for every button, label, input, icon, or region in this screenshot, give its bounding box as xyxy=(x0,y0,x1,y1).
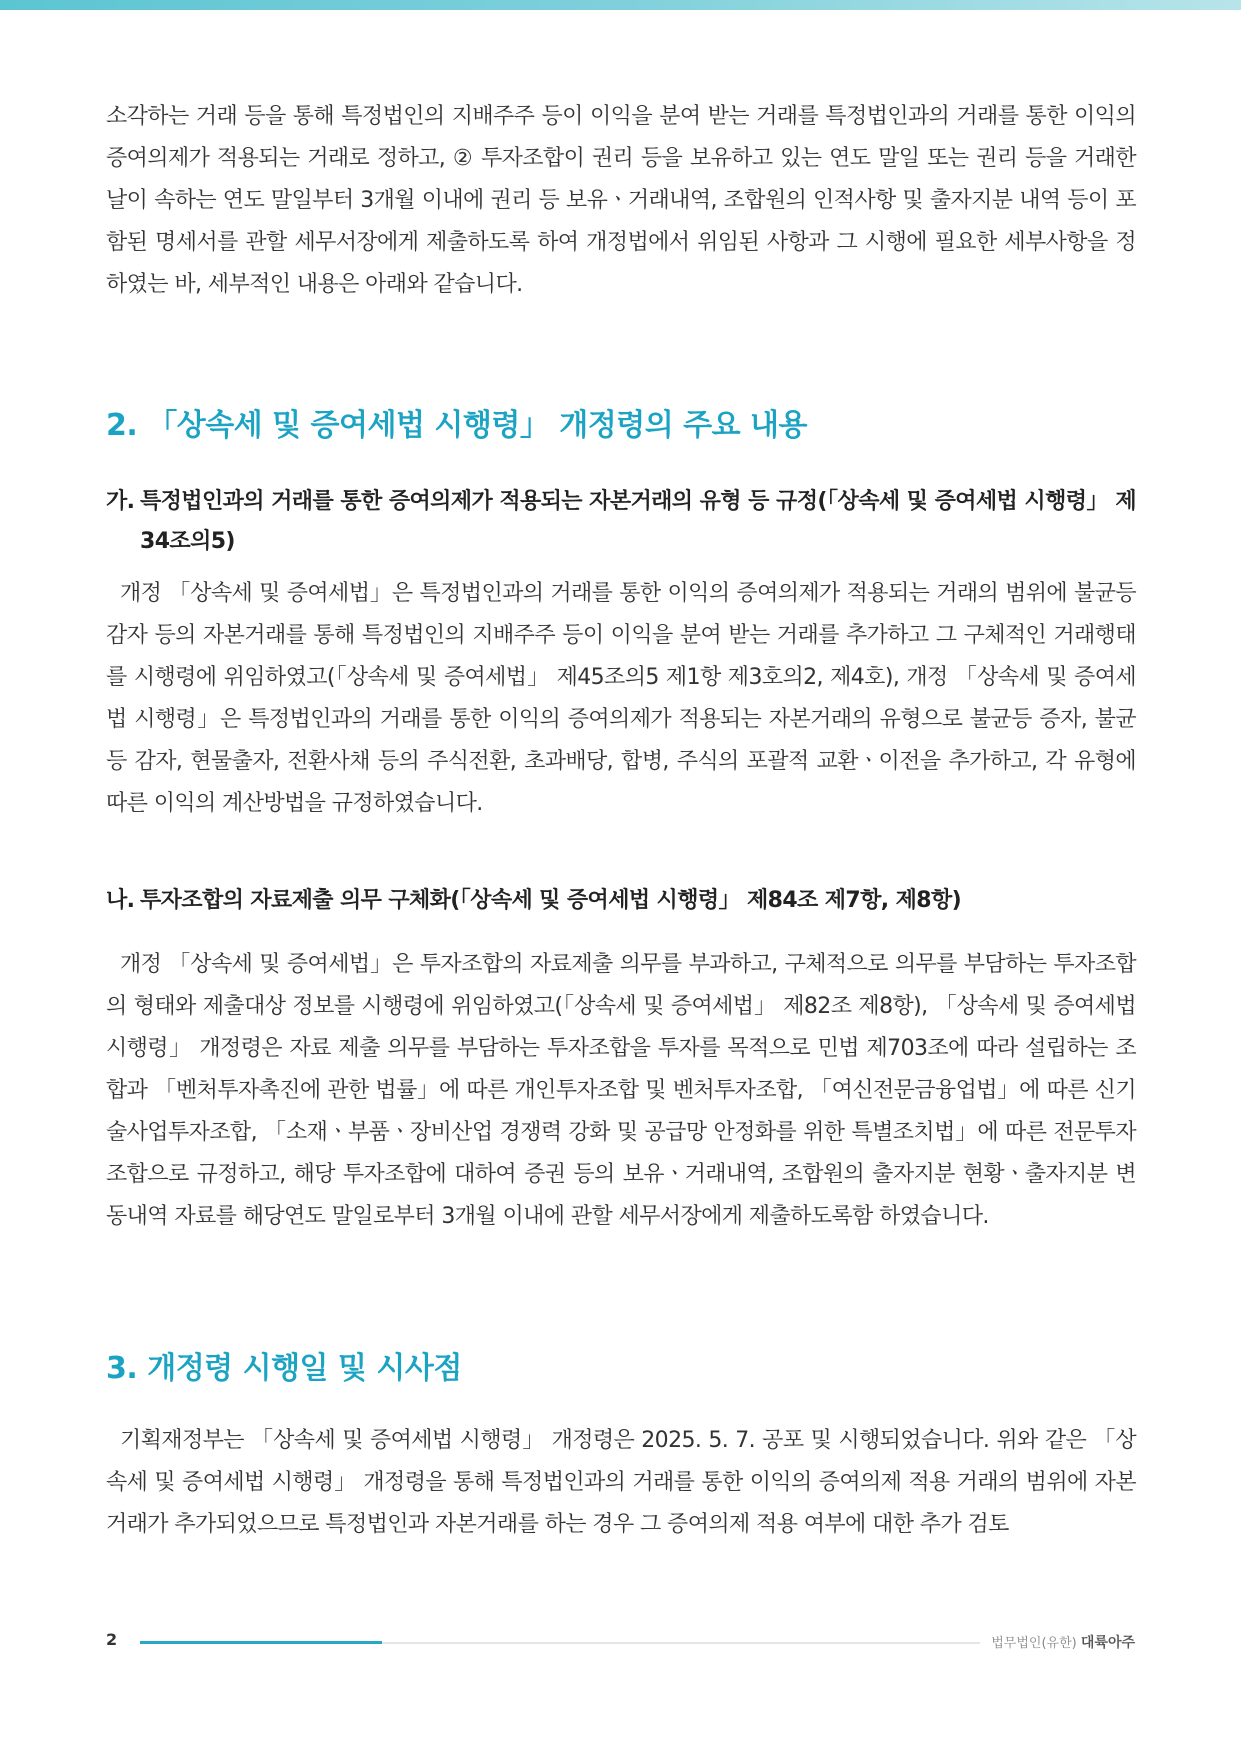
firm-name: 대륙아주 xyxy=(1080,1635,1135,1651)
section-2b-title xyxy=(106,881,1136,921)
section-3-body-block xyxy=(106,1420,1136,1546)
page-number: 2 xyxy=(106,1630,118,1649)
section-2b-body-block xyxy=(106,944,1136,1238)
section-2a-body: 개정 「상속세 및 증여세법」은 특정법인과의 거래를 통한 이익의 증여의제가 적용되는 거래의 범위에 불균등 감자 등의 자본거래를 통해 특정법인의 지배주주 등이 이익을 분여 받는 거래를 추가하고 그 구체적인 거래행태를 시행령에 위임하였고(「상속세 및 증여세법」 제45조의5 제1항 제3호의2, 제4호), 개정 「상속세 및 증여세법 시행령」은 특정법인과의 거래를 통한 이익의 증여의제가 적용되는 자본거래의 유형으로 불균등 증자, 불균등 감자, 현물출자, 전환사채 등의 주식전환, 초과배당, 합병, 주식의 포괄적 교환ㆍ이전을 추가하고, 각 유형에 따른 이익의 계산방법을 규정하였습니다. xyxy=(106,581,1136,816)
section-2b-heading: 투자조합의 자료제출 의무 구체화(「상속세 및 증여세법 시행령」 제84조 제7항, 제8항) xyxy=(140,888,962,913)
top-accent-bar xyxy=(0,0,1241,10)
footer-divider-accent xyxy=(140,1641,382,1644)
section-2b-label: 나. xyxy=(106,888,135,913)
firm-prefix: 법무법인(유한) xyxy=(991,1636,1077,1651)
section-3-title: 3. 개정령 시행일 및 시사점 xyxy=(106,1351,462,1386)
section-2-title: 2. 「상속세 및 증여세법 시행령」 개정령의 주요 내용 xyxy=(106,408,808,443)
firm-brand xyxy=(991,1632,1135,1652)
section-2a-title xyxy=(106,482,1136,562)
intro-block xyxy=(106,96,1136,306)
intro-paragraph: 소각하는 거래 등을 통해 특정법인의 지배주주 등이 이익을 분여 받는 거래를 특정법인과의 거래를 통한 이익의 증여의제가 적용되는 거래로 정하고, ② 투자조합이 권리 등을 보유하고 있는 연도 말일 또는 권리 등을 거래한 날이 속하는 연도 말일부터 3개월 이내에 권리 등 보유ㆍ거래내역, 조합원의 인적사항 및 출자지분 내역 등이 포함된 명세서를 관할 세무서장에게 제출하도록 하여 개정법에서 위임된 사항과 그 시행에 필요한 세부사항을 정하였는 바, 세부적인 내용은 아래와 같습니다. xyxy=(106,104,1136,297)
section-3-body: 기획재정부는 「상속세 및 증여세법 시행령」 개정령은 2025. 5. 7. 공포 및 시행되었습니다. 위와 같은 「상속세 및 증여세법 시행령」 개정령을 통해 특정법인과의 거래를 통한 이익의 증여의제 적용 거래의 범위에 자본거래가 추가되었으므로 특정법인과 자본거래를 하는 경우 그 증여의제 적용 여부에 대한 추가 검토 xyxy=(106,1428,1136,1537)
section-2a-label: 가. xyxy=(106,489,135,514)
section-2a-body-block xyxy=(106,573,1136,825)
section-2a-heading: 특정법인과의 거래를 통한 증여의제가 적용되는 자본거래의 유형 등 규정(「상속세 및 증여세법 시행령」 제34조의5) xyxy=(140,489,1136,554)
section-2b-body: 개정 「상속세 및 증여세법」은 투자조합의 자료제출 의무를 부과하고, 구체적으로 의무를 부담하는 투자조합의 형태와 제출대상 정보를 시행령에 위임하였고(「상속세 및 증여세법」 제82조 제8항), 「상속세 및 증여세법 시행령」 개정령은 자료 제출 의무를 부담하는 투자조합을 투자를 목적으로 민법 제703조에 따라 설립하는 조합과 「벤처투자촉진에 관한 법률」에 따른 개인투자조합 및 벤처투자조합, 「여신전문금융업법」에 따른 신기술사업투자조합, 「소재ㆍ부품ㆍ장비산업 경쟁력 강화 및 공급망 안정화를 위한 특별조치법」에 따른 전문투자조합으로 규정하고, 해당 투자조합에 대하여 증권 등의 보유ㆍ거래내역, 조합원의 출자지분 현황ㆍ출자지분 변동내역 자료를 해당연도 말일로부터 3개월 이내에 관할 세무서장에게 제출하도록함 하였습니다. xyxy=(106,952,1136,1229)
